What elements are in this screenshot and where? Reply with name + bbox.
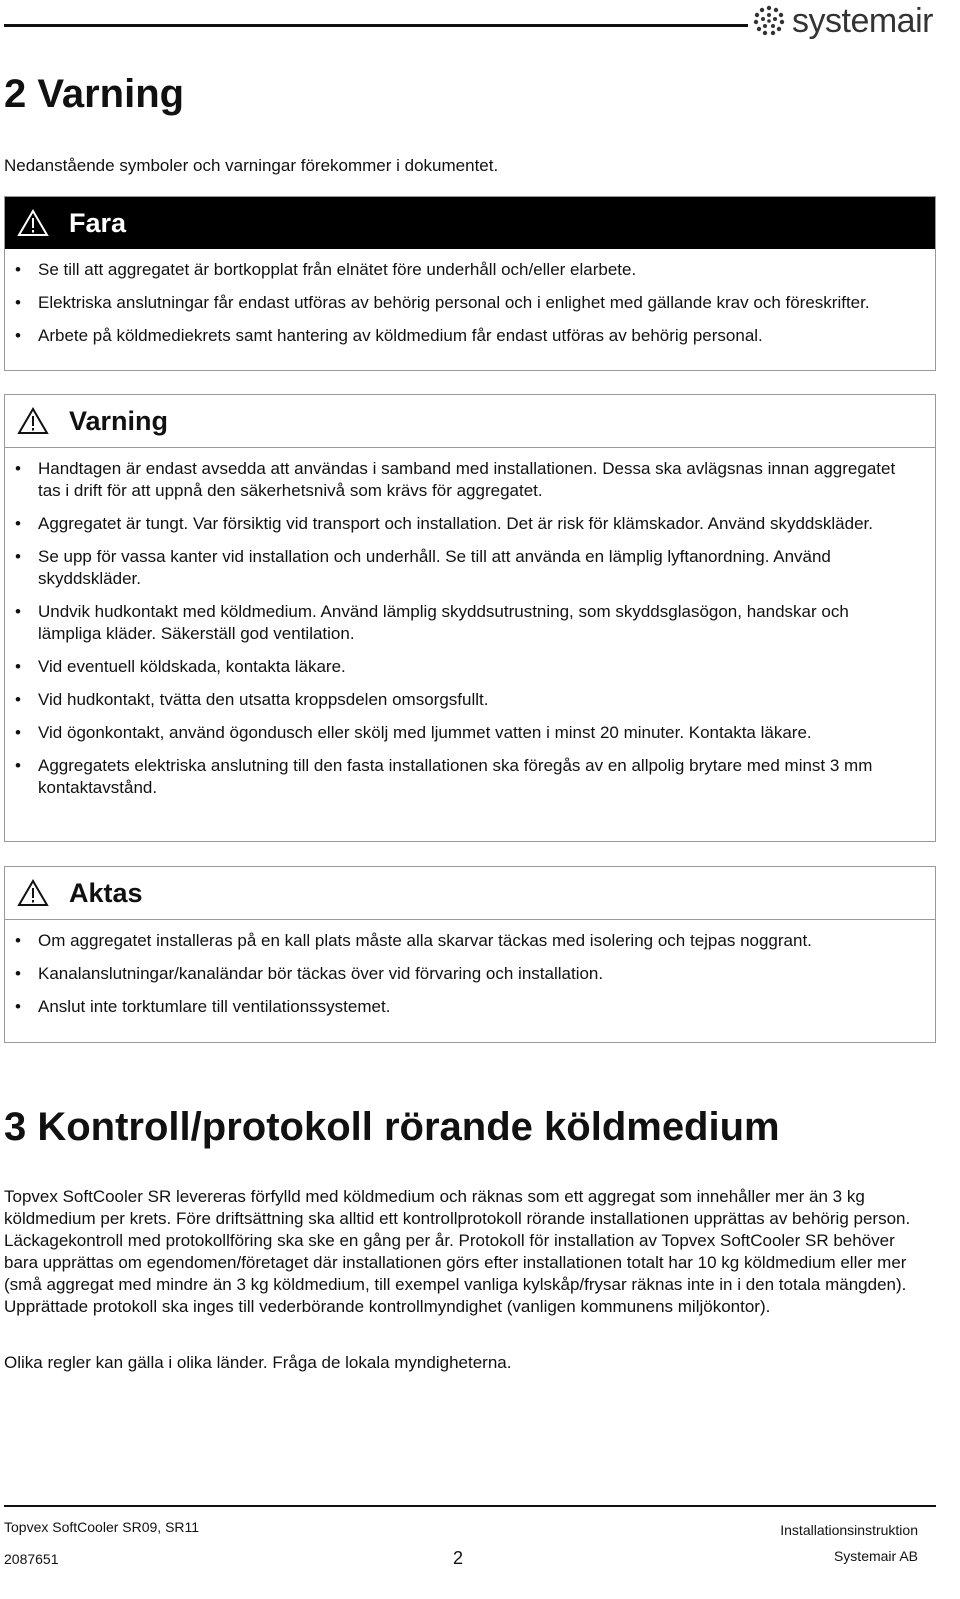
list-item: • Anslut inte torktumlare till ventilationssystemet.	[5, 996, 935, 1018]
aktas-list	[5, 920, 935, 1035]
section-3-title: 3 Kontroll/protokoll rörande köldmedium	[4, 1105, 780, 1149]
list-item: • Vid hudkontakt, tvätta den utsatta kroppsdelen omsorgsfullt.	[5, 689, 935, 711]
fara-header	[5, 197, 935, 249]
aktas-title: Aktas	[69, 877, 143, 908]
header-rule	[4, 24, 748, 27]
list-item: • Aggregatets elektriska anslutning till den fasta installationen ska föregås av en allpolig brytare med minst 3 mm kontaktavstånd.	[5, 755, 935, 799]
varning-title: Varning	[69, 405, 169, 436]
footer-doc-type: Installationsinstruktion	[780, 1522, 918, 1538]
fara-title: Fara	[69, 207, 127, 238]
varning-box	[4, 394, 936, 842]
list-item: • Vid ögonkontakt, använd ögondusch eller skölj med ljummet vatten i minst 20 minuter. Kontakta läkare.	[5, 722, 935, 744]
fara-list	[5, 249, 935, 364]
footer-product: Topvex SoftCooler SR09, SR11	[4, 1519, 200, 1535]
list-item: • Vid eventuell köldskada, kontakta läkare.	[5, 656, 935, 678]
fara-box	[4, 196, 936, 371]
footer-doc-number: 2087651	[4, 1551, 59, 1567]
footer-page-number: 2	[453, 1548, 464, 1568]
systemair-logo	[752, 0, 952, 42]
section-2-intro: Nedanstående symboler och varningar förekommer i dokumentet.	[4, 156, 499, 175]
warning-triangle-icon	[5, 395, 61, 447]
list-item: • Se till att aggregatet är bortkopplat från elnätet före underhåll och/eller elarbete.	[5, 259, 935, 281]
list-item: • Se upp för vassa kanter vid installation och underhåll. Se till att använda en lämplig lyftanordning. Använd skyddskläder.	[5, 546, 935, 590]
section-3-paragraph-1: Topvex SoftCooler SR levereras förfylld med köldmedium och räknas som ett aggregat som innehåller mer än 3 kg köldmedium per krets. Före driftsättning ska alltid ett kontrollprotokoll rörande installationen upprättas av behörig person. Läckagekontroll med protokollföring ska ske en gång per år. Protokoll för installation av Topvex SoftCooler SR behöver bara upprättas om egendomen/företaget där installationen görs efter installationen totalt har 10 kg köldmedium eller mer (små aggregat med mindre än 3 kg köldmedium, till exempel vanliga kylskåp/frysar räknas inte in i den totala mängden). Upprättade protokoll ska inges till vederbörande kontrollmyndighet (vanligen kommunens miljökontor).	[4, 1187, 911, 1316]
list-item: • Om aggregatet installeras på en kall plats måste alla skarvar täckas med isolering och tejpas noggrant.	[5, 930, 935, 952]
logo-text: systemair	[792, 1, 933, 40]
section-2-title: 2 Varning	[4, 72, 185, 116]
footer-rule	[4, 1505, 936, 1507]
aktas-header	[5, 867, 935, 920]
logo-dots-icon	[752, 4, 786, 38]
list-item: • Aggregatet är tungt. Var försiktig vid transport och installation. Det är risk för klämskador. Använd skyddskläder.	[5, 513, 935, 535]
list-item: • Kanalanslutningar/kanaländar bör täckas över vid förvaring och installation.	[5, 963, 935, 985]
list-item: • Elektriska anslutningar får endast utföras av behörig personal och i enlighet med gällande krav och föreskrifter.	[5, 292, 935, 314]
list-item: • Arbete på köldmediekrets samt hantering av köldmedium får endast utföras av behörig personal.	[5, 325, 935, 347]
varning-list	[5, 448, 935, 816]
varning-header	[5, 395, 935, 448]
warning-triangle-icon	[5, 197, 61, 249]
section-3-paragraph-2: Olika regler kan gälla i olika länder. Fråga de lokala myndigheterna.	[4, 1353, 512, 1372]
warning-triangle-icon	[5, 867, 61, 919]
aktas-box	[4, 866, 936, 1043]
list-item: • Undvik hudkontakt med köldmedium. Använd lämplig skyddsutrustning, som skyddsglasögon, handskar och lämpliga kläder. Säkerställ god ventilation.	[5, 601, 935, 645]
list-item: • Handtagen är endast avsedda att användas i samband med installationen. Dessa ska avlägsnas innan aggregatet tas i drift för att uppnå den säkerhetsnivå som krävs för aggregatet.	[5, 458, 935, 502]
footer-company: Systemair AB	[833, 1548, 918, 1564]
